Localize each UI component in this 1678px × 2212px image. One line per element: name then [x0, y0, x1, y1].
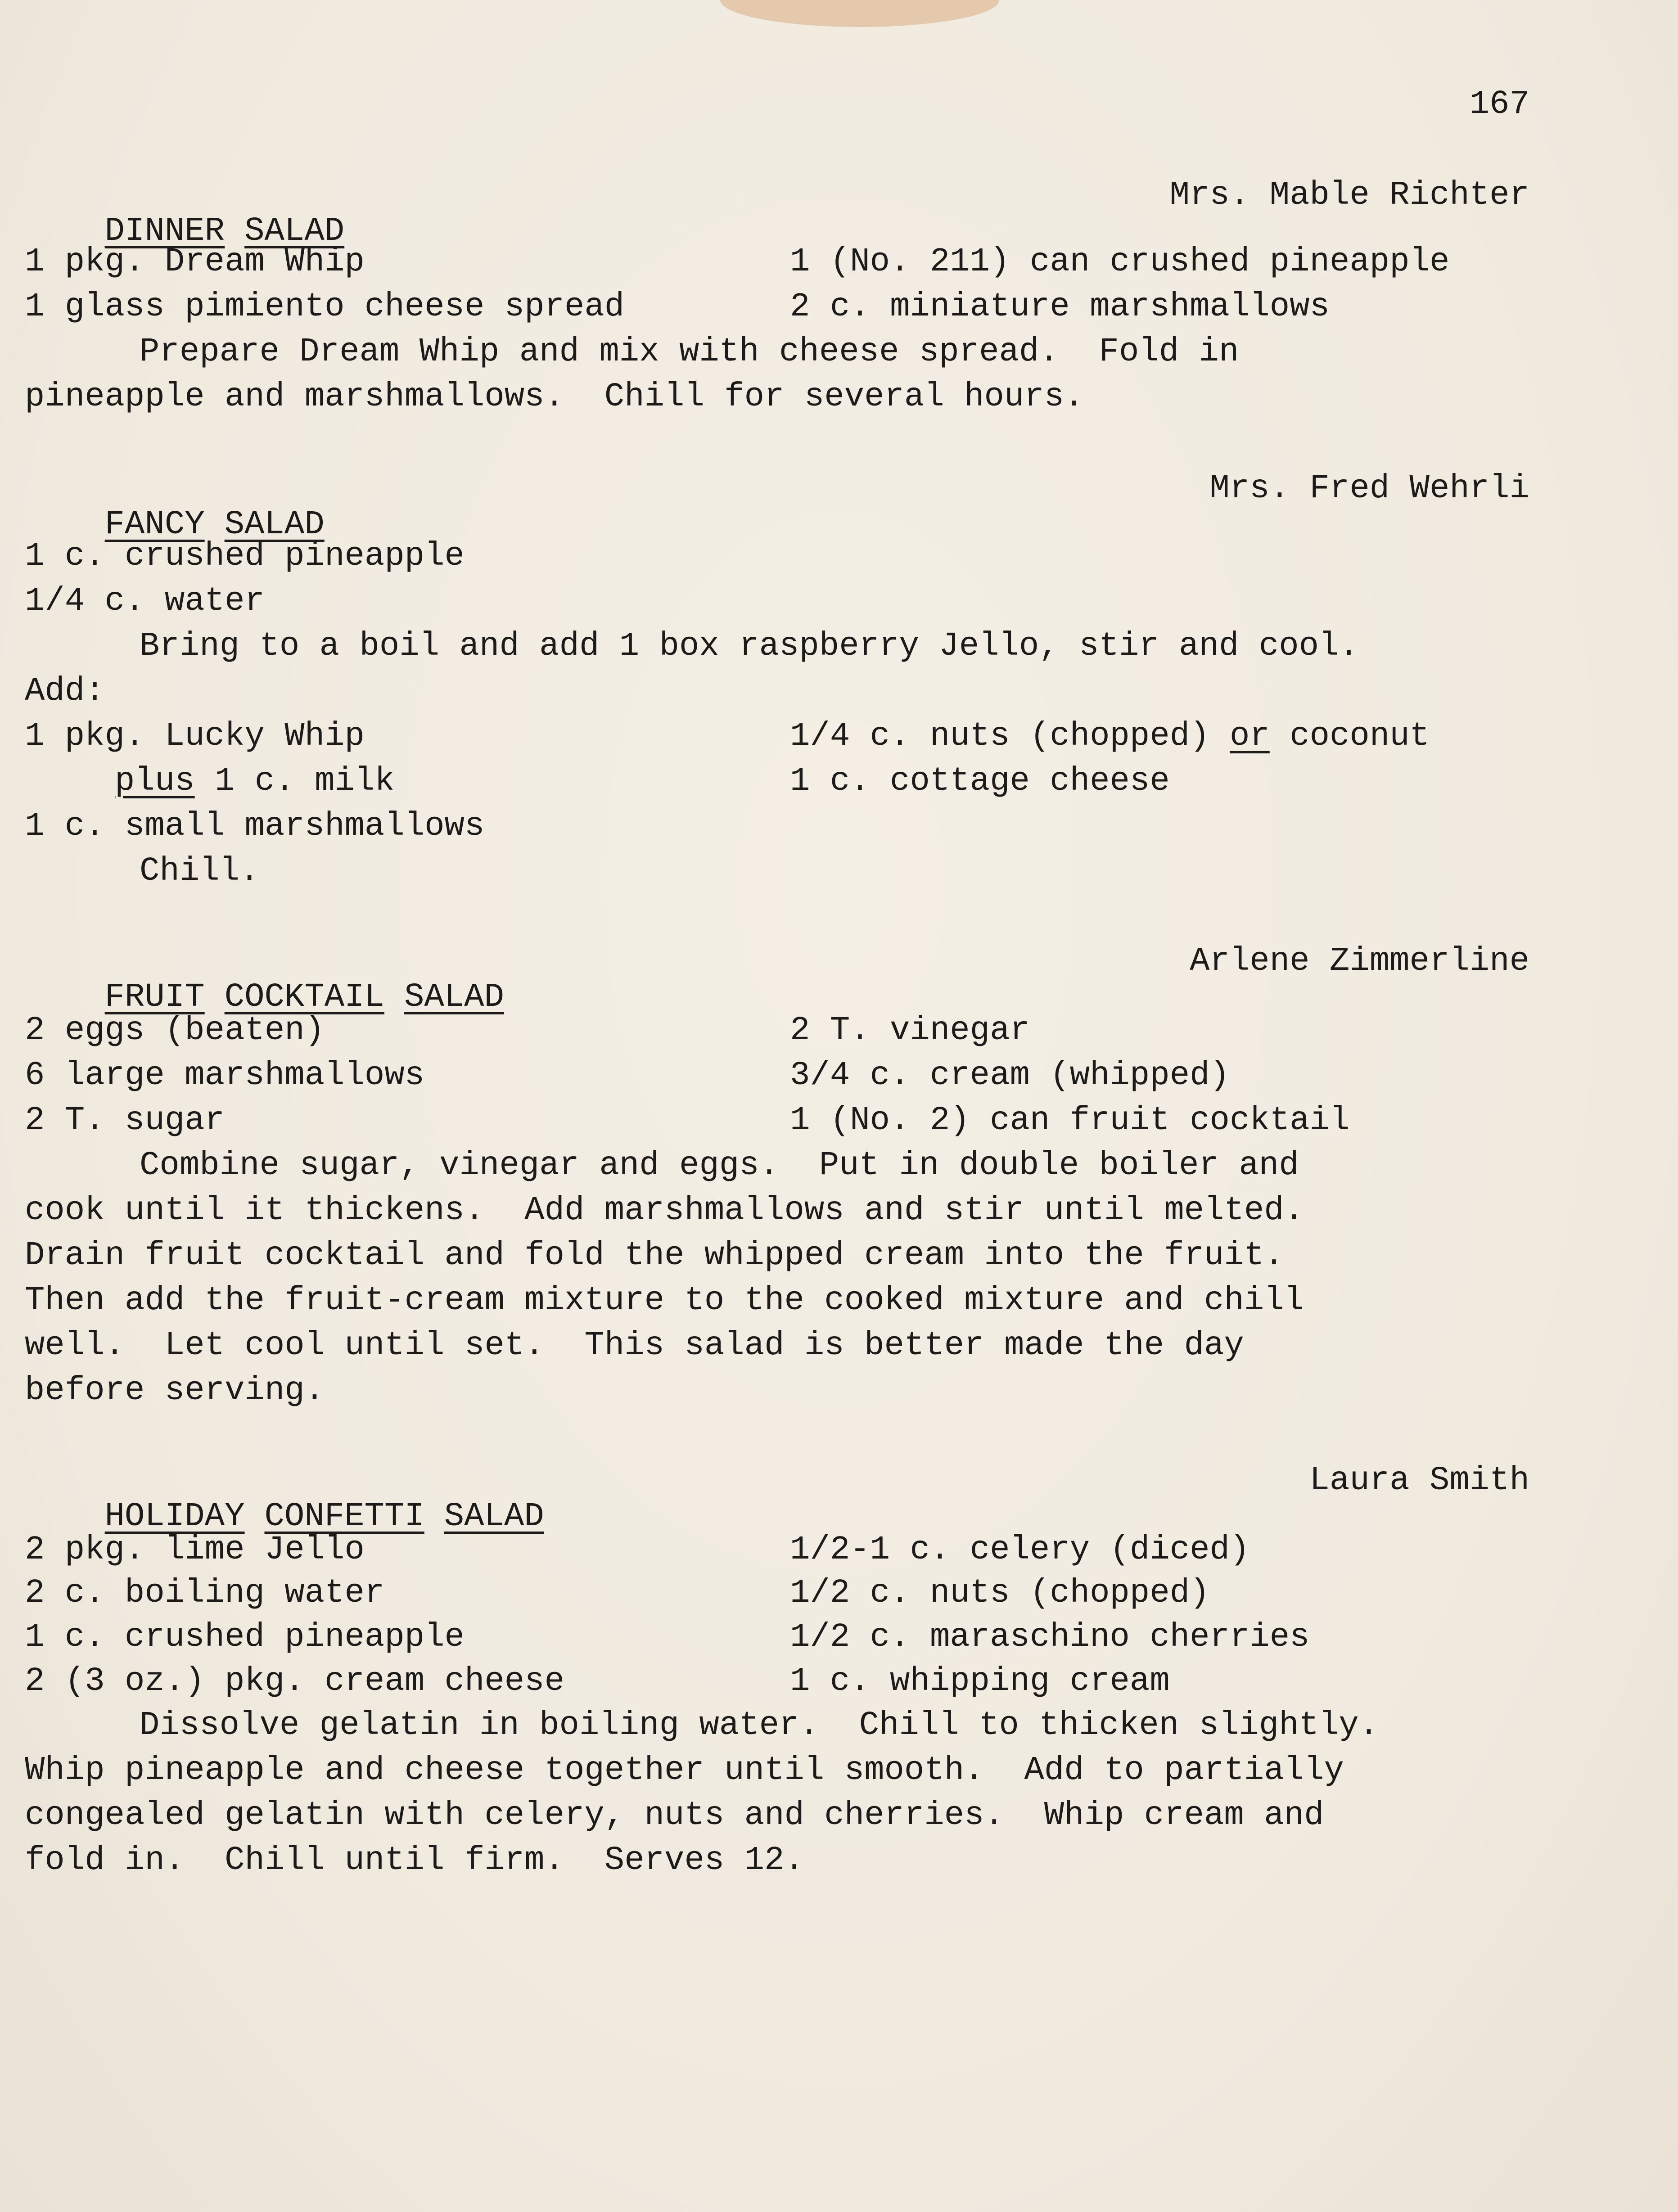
ingredient-left: 2 (3 oz.) pkg. cream cheese — [25, 1662, 564, 1700]
ingredient-right: 2 T. vinegar — [790, 1012, 1030, 1050]
title-word: COCKTAIL — [224, 978, 384, 1016]
ingredient-or: or — [1229, 717, 1270, 755]
ingredient-left: 2 eggs (beaten) — [25, 1012, 325, 1050]
title-word: FANCY — [104, 506, 205, 544]
title-word: FRUIT — [104, 978, 205, 1016]
ingredient-text: 1 c. milk — [194, 762, 395, 800]
ingredient-line: 1/4 c. water — [25, 582, 265, 620]
title-word: SALAD — [404, 978, 504, 1016]
direction-line: Bring to a boil and add 1 box raspberry Jello, stir and cool. — [140, 627, 1359, 665]
ingredient-left: 6 large marshmallows — [25, 1057, 425, 1095]
direction-line: fold in. Chill until firm. Serves 12. — [25, 1842, 804, 1879]
ingredient-left: 2 c. boiling water — [25, 1574, 385, 1612]
direction-line: Chill. — [140, 852, 260, 890]
ingredient-left — [115, 763, 395, 799]
ingredient-left: 2 pkg. lime Jello — [25, 1531, 365, 1569]
direction-line: Then add the fruit-cream mixture to the cooked mixture and chill — [25, 1282, 1304, 1320]
direction-line: Whip pineapple and cheese together until smooth. Add to partially — [25, 1752, 1344, 1789]
title-word: DINNER — [104, 212, 225, 250]
recipe-author: Mrs. Mable Richter — [1169, 176, 1529, 214]
direction-line: congealed gelatin with celery, nuts and cherries. Whip cream and — [25, 1797, 1324, 1834]
ingredient-right — [790, 718, 1430, 754]
direction-line: cook until it thickens. Add marshmallows and stir until melted. — [25, 1192, 1304, 1230]
direction-line: pineapple and marshmallows. Chill for several hours. — [25, 378, 1084, 416]
title-word: CONFETTI — [264, 1498, 424, 1536]
ingredient-line: 1 c. crushed pineapple — [25, 537, 465, 575]
ingredient-line: 1 c. small marshmallows — [25, 807, 485, 845]
ingredient-text: coconut — [1269, 717, 1430, 755]
ingredient-plus: plus — [115, 762, 195, 800]
direction-line: Add: — [25, 672, 105, 710]
recipe-author: Laura Smith — [1309, 1462, 1529, 1500]
ingredient-right: 2 c. miniature marshmallows — [790, 288, 1330, 326]
page-number: 167 — [1469, 86, 1529, 123]
ingredient-left: 2 T. sugar — [25, 1102, 225, 1140]
ingredient-left: 1 c. crushed pineapple — [25, 1618, 465, 1656]
direction-line: before serving. — [25, 1372, 325, 1410]
ingredient-right: 1/2-1 c. celery (diced) — [790, 1531, 1250, 1569]
direction-line: well. Let cool until set. This salad is better made the day — [25, 1327, 1244, 1365]
direction-line: Dissolve gelatin in boiling water. Chill to thicken slightly. — [140, 1707, 1379, 1744]
direction-line: Prepare Dream Whip and mix with cheese spread. Fold in — [140, 333, 1239, 371]
title-word: SALAD — [444, 1498, 544, 1536]
recipe-author: Arlene Zimmerline — [1190, 942, 1529, 980]
ingredient-right: 3/4 c. cream (whipped) — [790, 1057, 1230, 1095]
ingredient-right: 1 c. whipping cream — [790, 1662, 1170, 1700]
ingredient-right: 1 (No. 211) can crushed pineapple — [790, 243, 1450, 281]
ingredient-left: 1 glass pimiento cheese spread — [25, 288, 625, 326]
title-word: SALAD — [244, 212, 345, 250]
ingredient-right: 1 (No. 2) can fruit cocktail — [790, 1102, 1350, 1140]
title-word: HOLIDAY — [104, 1498, 245, 1536]
ingredient-left: 1 pkg. Dream Whip — [25, 243, 365, 281]
page-tab-shadow — [720, 0, 999, 27]
ingredient-left: 1 pkg. Lucky Whip — [25, 717, 365, 755]
direction-line: Drain fruit cocktail and fold the whipped cream into the fruit. — [25, 1237, 1284, 1275]
direction-line: Combine sugar, vinegar and eggs. Put in double boiler and — [140, 1147, 1299, 1185]
title-word: SALAD — [224, 506, 325, 544]
ingredient-text: 1/4 c. nuts (chopped) — [790, 717, 1230, 755]
ingredient-right: 1/2 c. maraschino cherries — [790, 1618, 1310, 1656]
ingredient-right: 1 c. cottage cheese — [790, 762, 1170, 800]
ingredient-right: 1/2 c. nuts (chopped) — [790, 1574, 1210, 1612]
recipe-author: Mrs. Fred Wehrli — [1209, 470, 1529, 508]
